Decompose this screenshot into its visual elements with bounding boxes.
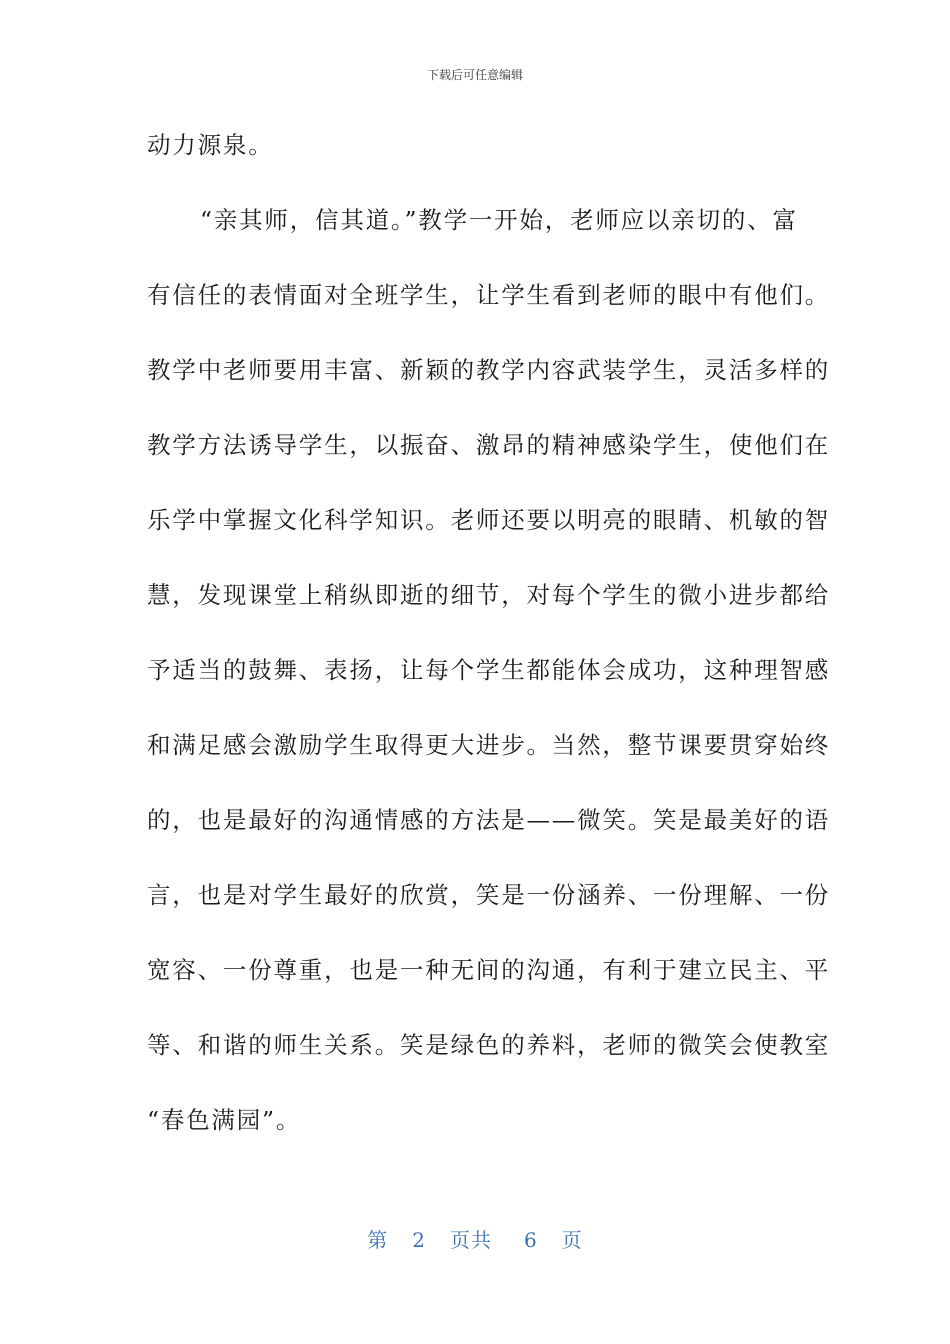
page-header: 下载后可任意编辑 bbox=[426, 68, 523, 82]
paragraph-line: 有信任的表情面对全班学生，让学生看到老师的眼中有他们。 bbox=[147, 281, 831, 309]
paragraph-line: “亲其师，信其道。”教学一开始，老师应以亲切的、富 bbox=[200, 206, 798, 234]
document-body bbox=[147, 120, 831, 1170]
paragraph-line: 慧，发现课堂上稍纵即逝的细节，对每个学生的微小进步都给 bbox=[147, 581, 831, 609]
page-suffix: 页 bbox=[561, 1228, 583, 1252]
paragraph-line: 教学中老师要用丰富、新颖的教学内容武装学生，灵活多样的 bbox=[147, 356, 831, 384]
paragraph-line: 动力源泉。 bbox=[147, 131, 274, 159]
paragraph-line: 教学方法诱导学生，以振奋、激昂的精神感染学生，使他们在 bbox=[147, 431, 831, 459]
page-middle: 页共 bbox=[450, 1228, 492, 1252]
page-prefix: 第 bbox=[367, 1228, 389, 1252]
total-page-number: 6 bbox=[524, 1228, 538, 1252]
current-page-number: 2 bbox=[412, 1228, 426, 1252]
paragraph-line: 宽容、一份尊重，也是一种无间的沟通，有利于建立民主、平 bbox=[147, 956, 831, 984]
paragraph-line: 乐学中掌握文化科学知识。老师还要以明亮的眼睛、机敏的智 bbox=[147, 506, 831, 534]
paragraph-line: 和满足感会激励学生取得更大进步。当然，整节课要贯穿始终 bbox=[147, 731, 831, 759]
paragraph-line: “春色满园”。 bbox=[147, 1106, 302, 1134]
paragraph-line: 予适当的鼓舞、表扬，让每个学生都能体会成功，这种理智感 bbox=[147, 656, 831, 684]
paragraph-line: 等、和谐的师生关系。笑是绿色的养料，老师的微笑会使教室 bbox=[147, 1031, 831, 1059]
page-number-footer bbox=[0, 1224, 950, 1253]
paragraph-line: 的，也是最好的沟通情感的方法是——微笑。笑是最美好的语 bbox=[147, 806, 831, 834]
paragraph-line: 言，也是对学生最好的欣赏，笑是一份涵养、一份理解、一份 bbox=[147, 881, 831, 909]
